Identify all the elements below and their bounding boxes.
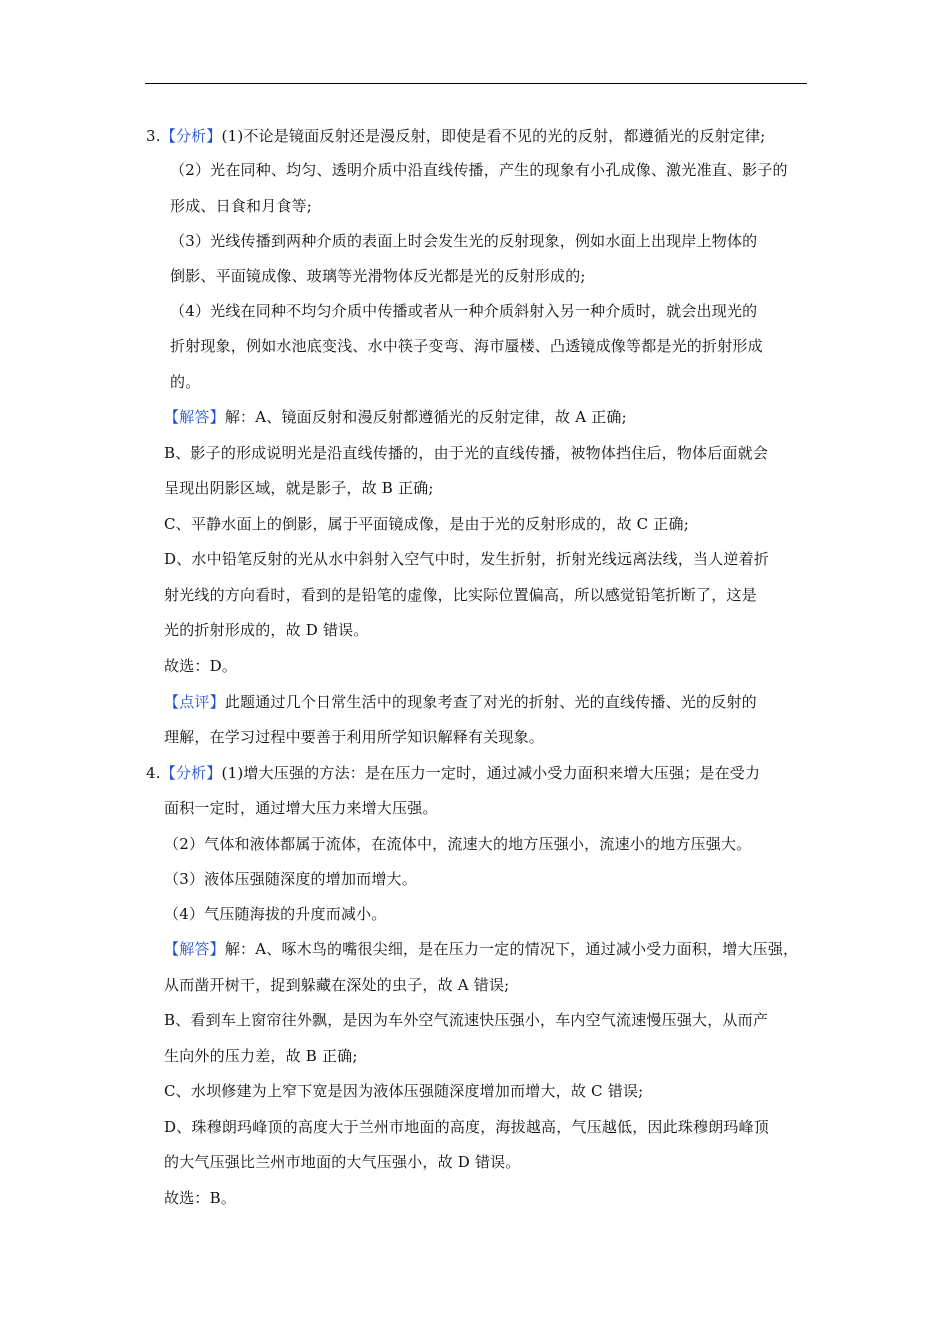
q3-analysis-line [146,126,765,146]
answer-text: 光的折射形成的，故 D 错误。 [164,621,369,639]
analysis-text: (1)增大压强的方法：是在压力一定时，通过减小受力面积来增大压强；是在受力 [221,764,761,782]
answer-text: 的大气压强比兰州市地面的大气压强小，故 D 错误。 [164,1153,521,1171]
analysis-text: （2）气体和液体都属于流体，在流体中，流速大的地方压强小，流速小的地方压强大。 [164,835,752,853]
analysis-text: 面积一定时，通过增大压力来增大压强。 [164,799,438,817]
answer-text: 生向外的压力差，故 B 正确; [164,1047,358,1065]
question-number: 3. [146,127,161,145]
comment-tag: 【点评】 [164,693,225,711]
answer-text: 解：A、镜面反射和漫反射都遵循光的反射定律，故 A 正确; [224,408,627,426]
answer-tag: 【解答】 [164,408,225,426]
analysis-text: 的。 [170,373,201,391]
answer-text: 故选：D。 [164,657,238,675]
answer-tag: 【解答】 [164,940,225,958]
answer-text: D、珠穆朗玛峰顶的高度大于兰州市地面的高度，海拔越高，气压越低，因此珠穆朗玛峰顶 [164,1118,770,1136]
answer-text: 从而凿开树干，捉到躲藏在深处的虫子，故 A 错误; [164,976,510,994]
answer-text: C、水坝修建为上窄下宽是因为液体压强随深度增加而增大，故 C 错误; [164,1082,644,1100]
answer-text: C、平静水面上的倒影，属于平面镜成像，是由于光的反射形成的，故 C 正确; [164,515,689,533]
comment-text: 此题通过几个日常生活中的现象考查了对光的折射、光的直线传播、光的反射的 [224,693,757,711]
analysis-text: (1)不论是镜面反射还是漫反射，即使是看不见的光的反射，都遵循光的反射定律; [221,127,766,145]
header-rule [145,83,807,84]
question-number: 4. [146,764,161,782]
analysis-text: （3）光线传播到两种介质的表面上时会发生光的反射现象，例如水面上出现岸上物体的 [170,232,758,250]
answer-text: B、看到车上窗帘往外飘，是因为车外空气流速快压强小，车内空气流速慢压强大，从而产 [164,1011,769,1029]
analysis-text: （2）光在同种、均匀、透明介质中沿直线传播，产生的现象有小孔成像、激光准直、影子的 [170,161,788,179]
q3-answer-line [164,407,627,427]
q4-answer-line [164,939,798,959]
answer-text: B、影子的形成说明光是沿直线传播的，由于光的直线传播，被物体挡住后，物体后面就会 [164,444,769,462]
analysis-text: （4）气压随海拔的升度而减小。 [164,905,387,923]
answer-text: 呈现出阴影区域，就是影子，故 B 正确; [164,479,434,497]
q4-analysis-line [146,763,760,783]
analysis-tag: 【分析】 [160,127,222,145]
analysis-text: 形成、日食和月食等; [170,197,313,215]
answer-text: 射光线的方向看时，看到的是铅笔的虚像，比实际位置偏高，所以感觉铅笔折断了，这是 [164,586,757,604]
analysis-text: 倒影、平面镜成像、玻璃等光滑物体反光都是光的反射形成的; [170,267,586,285]
analysis-text: 折射现象，例如水池底变浅、水中筷子变弯、海市蜃楼、凸透镜成像等都是光的折射形成 [170,337,763,355]
answer-text: D、水中铅笔反射的光从水中斜射入空气中时，发生折射，折射光线远离法线，当人逆着折 [164,550,770,568]
answer-text: 解：A、啄木鸟的嘴很尖细，是在压力一定的情况下，通过减小受力面积，增大压强， [224,940,799,958]
comment-text: 理解，在学习过程中要善于利用所学知识解释有关现象。 [164,728,545,746]
analysis-text: （3）液体压强随深度的增加而增大。 [164,870,417,888]
analysis-text: （4）光线在同种不均匀介质中传播或者从一种介质斜射入另一种介质时，就会出现光的 [170,302,758,320]
q3-comment-line [164,692,757,712]
analysis-tag: 【分析】 [160,764,222,782]
answer-text: 故选：B。 [164,1189,237,1207]
